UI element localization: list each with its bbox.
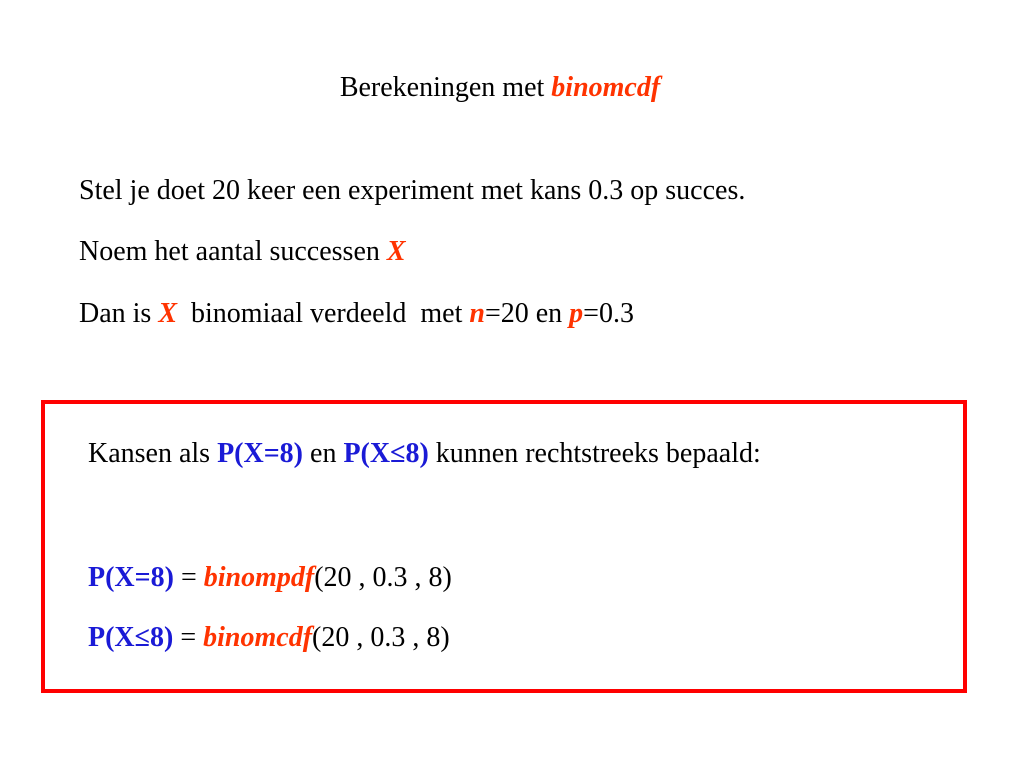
parameter-n-value: =20 en (484, 298, 570, 329)
parameter-n: n (469, 298, 485, 329)
pdf-function: binompdf (203, 562, 315, 593)
line3-prefix: Dan is (79, 298, 159, 329)
cdf-args: (20 , 0.3 , 8) (312, 622, 450, 653)
intro-line-distribution (79, 296, 634, 332)
parameter-p-value: =0.3 (583, 298, 634, 329)
title-function: binomcdf (551, 72, 661, 103)
variable-x: X (386, 236, 406, 267)
pdf-expr: P(X=8) (88, 562, 174, 593)
box-intro-line (88, 436, 761, 472)
binomcdf-formula (88, 620, 450, 656)
cdf-equals: = (173, 622, 204, 653)
line3-mid: binomiaal verdeeld met (177, 298, 470, 329)
cdf-function: binomcdf (203, 622, 313, 653)
binompdf-formula (88, 560, 452, 596)
expr-p-x-eq-8: P(X=8) (217, 438, 304, 469)
pdf-equals: = (173, 562, 204, 593)
line2-text: Noem het aantal successen (79, 236, 387, 267)
expr-p-x-le-8: P(X≤8) (343, 438, 429, 469)
box-line1-prefix: Kansen als (88, 438, 218, 469)
box-line1-mid: en (303, 438, 344, 469)
slide-title (0, 70, 1000, 106)
intro-line-experiment: Stel je doet 20 keer een experiment met kans 0.3 op succes. (79, 175, 746, 206)
intro-line-define-x (79, 234, 406, 270)
box-line1-suffix: kunnen rechtstreeks bepaald: (428, 438, 761, 469)
cdf-expr: P(X≤8) (88, 622, 174, 653)
title-prefix: Berekeningen met (339, 72, 552, 103)
pdf-args: (20 , 0.3 , 8) (314, 562, 452, 593)
parameter-p: p (569, 298, 584, 329)
variable-x-2: X (158, 298, 178, 329)
